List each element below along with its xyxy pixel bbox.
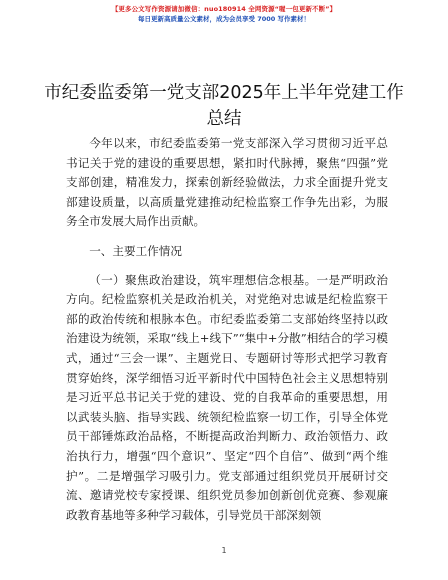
banner-promo-line: 【更多公文写作资源请加微信：nuo180914 全网资源“喔一包更新不断”】 [111,5,337,13]
document-body [66,134,388,525]
header-banner [0,4,448,24]
page-number: 1 [221,546,227,555]
section-heading: 一、主要工作情况 [89,243,182,258]
section-paragraph: （一）聚焦政治建设，筑牢理想信念根基。一是严明政治方向。纪检监察机关是政治机关，对党绝对忠诚是纪检监察干部的政治传统和根脉本色。市纪委监委第二支部始终坚持以政治建设为统领，采取“线上+线下”“集中+分散”相结合的学习模式，通过“三会一课”、主题党日、专题研讨等形式把学习教育贯穿始终，深学细悟习近平新时代中国特色社会主义思想特别是习近平总书记关于党的建设、党的自我革命的重要思想，用以武装头脑、指导实践、统领纪检监察一切工作，引导全体党员干部锤炼政治品格，不断提高政治判断力、政治领悟力、政治执行力，增强“四个意识”、坚定“四个自信”、做到“两个维护”。二是增强学习吸引力。党支部通过组织党员开展研讨交流、邀请党校专家授课、组织党员参加创新创优竞赛、参观廉政教育基地等多种学习载体，引导党员干部深刻领 [66,272,388,522]
document-title: 市纪委监委第一党支部2025年上半年党建工作总结 [44,83,404,129]
banner-subline: 每日更新高质量公文素材，成为会员享受 7000 写作素材！ [137,15,311,23]
intro-paragraph: 今年以来，市纪委监委第一党支部深入学习贯彻习近平总书记关于党的建设的重要思想，紧扣时代脉搏，聚焦“四强”党支部创建，精准发力，探索创新经验做法，力求全面提升党支部建设质量，以高质量党建推动纪检监察工作争先出彩，为服务全市发展大局作出贡献。 [66,136,388,229]
